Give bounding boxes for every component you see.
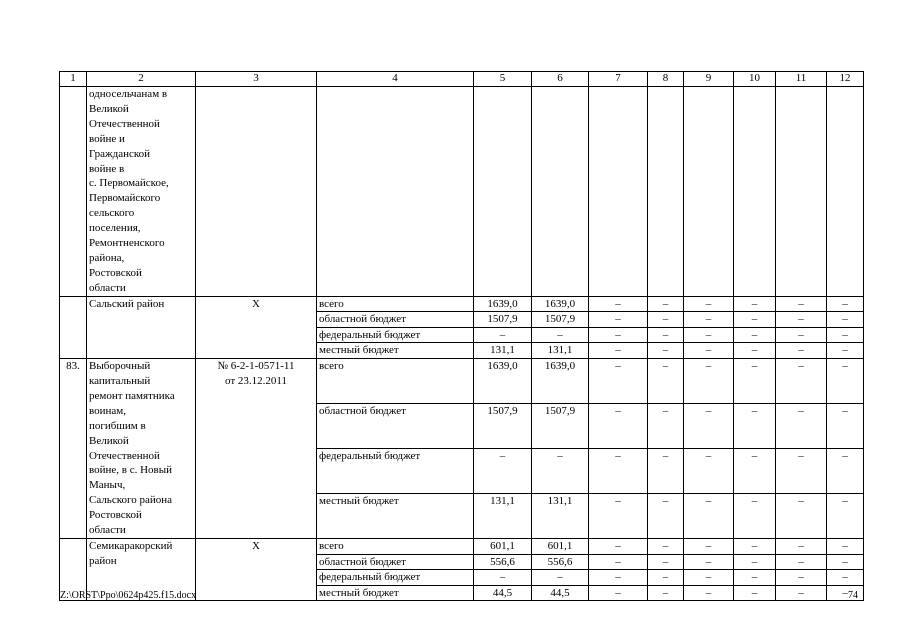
- footer-page-number: 74: [848, 590, 858, 601]
- value-dash-cell: –: [734, 296, 776, 312]
- value-dash-cell: –: [827, 359, 864, 404]
- value-dash-cell: –: [734, 343, 776, 359]
- value-col6-cell: –: [532, 327, 589, 343]
- value-dash-cell: –: [684, 493, 734, 538]
- value-dash-cell: –: [648, 327, 684, 343]
- empty-value-cell: [734, 87, 776, 297]
- value-col5-cell: 1507,9: [474, 404, 532, 449]
- value-dash-cell: –: [684, 554, 734, 570]
- value-col5-cell: 1639,0: [474, 296, 532, 312]
- value-dash-cell: –: [827, 312, 864, 328]
- value-dash-cell: –: [684, 312, 734, 328]
- value-dash-cell: –: [684, 359, 734, 404]
- value-col6-cell: 1507,9: [532, 312, 589, 328]
- object-name-cell: [87, 359, 196, 539]
- value-dash-cell: –: [684, 343, 734, 359]
- value-dash-cell: –: [827, 343, 864, 359]
- value-dash-cell: –: [684, 296, 734, 312]
- funding-source-cell: всего: [317, 538, 474, 554]
- value-col6-cell: 44,5: [532, 585, 589, 601]
- object-name-text: Выборочный капитальный ремонт памятника воинам, погибшим в Великой Отечественной войне, в с. Новый Маныч, Сальского района Ростовской области: [89, 360, 175, 537]
- object-name-text: Семикаракорский район: [89, 539, 173, 567]
- empty-value-cell: [648, 87, 684, 297]
- value-col6-cell: 131,1: [532, 493, 589, 538]
- value-dash-cell: –: [827, 538, 864, 554]
- column-number-cell: 1: [60, 72, 87, 87]
- value-dash-cell: –: [776, 449, 827, 494]
- value-dash-cell: –: [589, 449, 648, 494]
- empty-value-cell: [827, 87, 864, 297]
- value-dash-cell: –: [827, 570, 864, 586]
- value-dash-cell: –: [776, 296, 827, 312]
- value-dash-cell: –: [648, 554, 684, 570]
- value-dash-cell: –: [827, 554, 864, 570]
- value-dash-cell: –: [827, 327, 864, 343]
- funding-source-cell: местный бюджет: [317, 493, 474, 538]
- value-col5-cell: 556,6: [474, 554, 532, 570]
- value-dash-cell: –: [776, 554, 827, 570]
- document-cell: [196, 359, 317, 539]
- value-col5-cell: –: [474, 449, 532, 494]
- object-name-text: Сальский район: [89, 297, 165, 310]
- empty-value-cell: [474, 87, 532, 297]
- document-cell: [196, 538, 317, 600]
- funding-source-cell: федеральный бюджет: [317, 449, 474, 494]
- value-dash-cell: –: [734, 449, 776, 494]
- value-dash-cell: –: [648, 312, 684, 328]
- value-dash-cell: –: [648, 343, 684, 359]
- document-text: X: [252, 539, 260, 552]
- value-dash-cell: –: [734, 538, 776, 554]
- object-name-cell: [87, 296, 196, 358]
- value-dash-cell: –: [776, 359, 827, 404]
- row-number-cell: [60, 87, 87, 297]
- value-col6-cell: 1507,9: [532, 404, 589, 449]
- value-dash-cell: –: [734, 327, 776, 343]
- value-dash-cell: –: [776, 343, 827, 359]
- value-dash-cell: –: [776, 538, 827, 554]
- column-number-cell: 9: [684, 72, 734, 87]
- value-dash-cell: –: [589, 312, 648, 328]
- column-number-cell: 10: [734, 72, 776, 87]
- value-col5-cell: 1639,0: [474, 359, 532, 404]
- column-number-cell: 2: [87, 72, 196, 87]
- value-dash-cell: –: [589, 343, 648, 359]
- funding-source-cell: всего: [317, 296, 474, 312]
- column-number-cell: 4: [317, 72, 474, 87]
- column-number-cell: 7: [589, 72, 648, 87]
- value-dash-cell: –: [589, 296, 648, 312]
- value-dash-cell: –: [776, 404, 827, 449]
- value-col5-cell: 601,1: [474, 538, 532, 554]
- funding-source-cell: областной бюджет: [317, 312, 474, 328]
- value-dash-cell: –: [684, 585, 734, 601]
- value-dash-cell: –: [776, 570, 827, 586]
- value-dash-cell: –: [684, 570, 734, 586]
- value-col5-cell: –: [474, 570, 532, 586]
- value-dash-cell: –: [734, 585, 776, 601]
- value-dash-cell: –: [648, 570, 684, 586]
- funding-source-cell: областной бюджет: [317, 404, 474, 449]
- value-col6-cell: –: [532, 449, 589, 494]
- row-number-cell: 83.: [60, 359, 87, 539]
- empty-value-cell: [589, 87, 648, 297]
- table-row: [60, 87, 864, 297]
- value-dash-cell: –: [648, 493, 684, 538]
- table-row: [60, 296, 864, 312]
- value-dash-cell: –: [734, 570, 776, 586]
- value-dash-cell: –: [648, 359, 684, 404]
- value-dash-cell: –: [827, 296, 864, 312]
- value-dash-cell: –: [648, 585, 684, 601]
- document-text: № 6-2-1-0571-11 от 23.12.2011: [217, 360, 295, 387]
- table-row: [60, 538, 864, 554]
- value-col5-cell: –: [474, 327, 532, 343]
- row-number-cell: [60, 296, 87, 358]
- value-col5-cell: 44,5: [474, 585, 532, 601]
- value-dash-cell: –: [734, 312, 776, 328]
- empty-value-cell: [684, 87, 734, 297]
- value-dash-cell: –: [734, 359, 776, 404]
- value-dash-cell: –: [648, 449, 684, 494]
- value-dash-cell: –: [776, 493, 827, 538]
- value-col6-cell: 556,6: [532, 554, 589, 570]
- funding-source-cell: федеральный бюджет: [317, 570, 474, 586]
- value-dash-cell: –: [589, 570, 648, 586]
- value-dash-cell: –: [589, 404, 648, 449]
- column-number-cell: 11: [776, 72, 827, 87]
- value-col6-cell: 601,1: [532, 538, 589, 554]
- column-number-row: [60, 72, 864, 87]
- budget-table: [59, 71, 864, 601]
- footer-file-path: Z:\ORST\Ppo\0624p425.f15.docx: [60, 590, 197, 601]
- funding-source-cell: местный бюджет: [317, 343, 474, 359]
- value-dash-cell: –: [589, 538, 648, 554]
- value-dash-cell: –: [589, 327, 648, 343]
- document-cell: [196, 87, 317, 297]
- value-dash-cell: –: [648, 538, 684, 554]
- column-number-cell: 3: [196, 72, 317, 87]
- object-name-cell: [87, 87, 196, 297]
- value-dash-cell: –: [684, 538, 734, 554]
- column-number-cell: 5: [474, 72, 532, 87]
- value-dash-cell: –: [827, 493, 864, 538]
- table-row: [60, 359, 864, 404]
- empty-value-cell: [776, 87, 827, 297]
- value-dash-cell: –: [827, 449, 864, 494]
- column-number-cell: 6: [532, 72, 589, 87]
- funding-source-cell: областной бюджет: [317, 554, 474, 570]
- empty-value-cell: [532, 87, 589, 297]
- funding-source-cell: местный бюджет: [317, 585, 474, 601]
- value-dash-cell: –: [648, 296, 684, 312]
- value-col6-cell: 131,1: [532, 343, 589, 359]
- value-dash-cell: –: [648, 404, 684, 449]
- value-dash-cell: –: [589, 585, 648, 601]
- value-dash-cell: –: [589, 493, 648, 538]
- value-dash-cell: –: [734, 493, 776, 538]
- value-col6-cell: –: [532, 570, 589, 586]
- funding-source-cell: федеральный бюджет: [317, 327, 474, 343]
- value-col6-cell: 1639,0: [532, 296, 589, 312]
- value-col5-cell: 1507,9: [474, 312, 532, 328]
- object-name-text: односельчанам в Великой Отечественной войне и Гражданской войне в с. Первомайское, Первомайского сельского поселения, Ремонтненского района, Ростовской области: [89, 88, 169, 294]
- value-dash-cell: –: [776, 312, 827, 328]
- value-dash-cell: –: [734, 554, 776, 570]
- value-col5-cell: 131,1: [474, 493, 532, 538]
- value-dash-cell: –: [827, 585, 864, 601]
- value-dash-cell: –: [827, 404, 864, 449]
- empty-value-cell: [317, 87, 474, 297]
- value-dash-cell: –: [776, 327, 827, 343]
- value-dash-cell: –: [684, 449, 734, 494]
- value-dash-cell: –: [776, 585, 827, 601]
- value-dash-cell: –: [589, 554, 648, 570]
- document-text: X: [252, 297, 260, 310]
- value-dash-cell: –: [684, 404, 734, 449]
- value-dash-cell: –: [589, 359, 648, 404]
- funding-source-cell: всего: [317, 359, 474, 404]
- document-cell: [196, 296, 317, 358]
- column-number-cell: 8: [648, 72, 684, 87]
- value-dash-cell: –: [684, 327, 734, 343]
- value-dash-cell: –: [734, 404, 776, 449]
- value-col5-cell: 131,1: [474, 343, 532, 359]
- column-number-cell: 12: [827, 72, 864, 87]
- value-col6-cell: 1639,0: [532, 359, 589, 404]
